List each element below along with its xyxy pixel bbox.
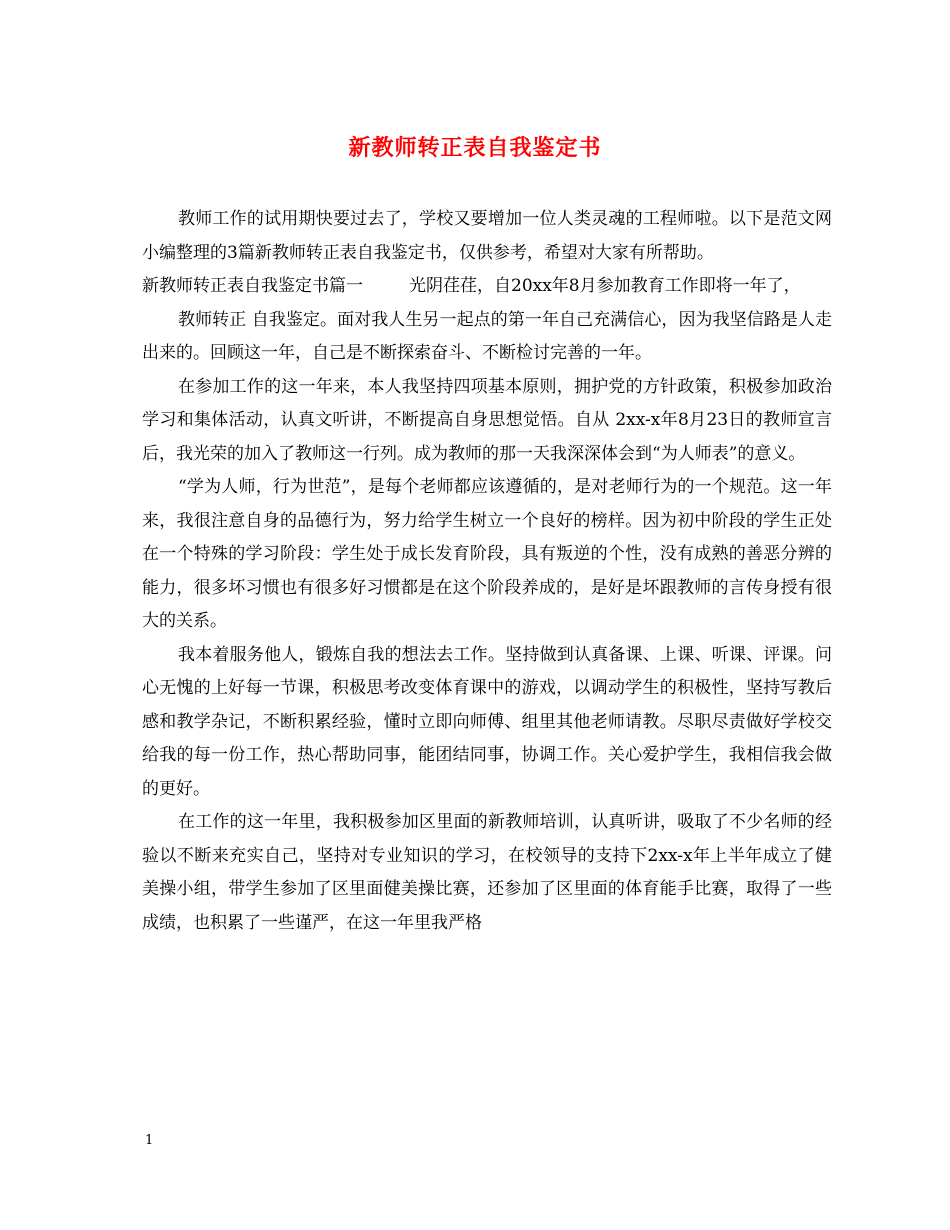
body-paragraph: 在参加工作的这一年来，本人我坚持四项基本原则，拥护党的方针政策，积极参加政治学习和集体活动，认真文听讲，不断提高自身思想觉悟。自从 2xx-x年8月23日的教师宣言后，我光荣的加入了教师这一行列。成为教师的那一天我深深体会到“为人师表”的意义。 bbox=[142, 376, 832, 464]
page-number: 1 bbox=[145, 1133, 154, 1148]
body-paragraph: 教师转正 自我鉴定。面对我人生另一起点的第一年自己充满信心，因为我坚信路是人走出来的。回顾这一年，自己是不断探索奋斗、不断检讨完善的一年。 bbox=[142, 309, 832, 363]
intro-paragraph: 教师工作的试用期快要过去了，学校又要增加一位人类灵魂的工程师啦。以下是范文网小编整理的3篇新教师转正表自我鉴定书，仅供参考，希望对大家有所帮助。 bbox=[142, 209, 832, 263]
body-paragraph: “学为人师，行为世范”，是每个老师都应该遵循的，是对老师行为的一个规范。这一年来，我很注意自身的品德行为，努力给学生树立一个良好的榜样。因为初中阶段的学生正处在一个特殊的学习阶段：学生处于成长发育阶段，具有叛逆的个性，没有成熟的善恶分辨的能力，很多坏习惯也有很多好习惯都是在这个阶段养成的，是好是坏跟教师的言传身授有很大的关系。 bbox=[142, 477, 832, 631]
section-line bbox=[142, 270, 832, 304]
body-paragraph: 在工作的这一年里，我积极参加区里面的新教师培训，认真听讲，吸取了不少名师的经验以不断来充实自己，坚持对专业知识的学习，在校领导的支持下2xx-x年上半年成立了健美操小组，带学生参加了区里面健美操比赛，还参加了区里面的体育能手比赛，取得了一些成绩，也积累了一些谨严，在这一年里我严格 bbox=[142, 812, 832, 933]
section-heading: 新教师转正表自我鉴定书篇一 bbox=[142, 276, 363, 296]
document-title: 新教师转正表自我鉴定书 bbox=[348, 135, 602, 161]
body-paragraph: 我本着服务他人，锻炼自我的想法去工作。坚持做到认真备课、上课、听课、评课。问心无愧的上好每一节课，积极思考改变体育课中的游戏，以调动学生的积极性，坚持写教后感和教学杂记，不断积累经验，懂时立即向师傅、组里其他老师请教。尽职尽责做好学校交给我的每一份工作，热心帮助同事，能团结同事，协调工作。关心爱护学生，我相信我会做的更好。 bbox=[142, 644, 832, 799]
document-body bbox=[142, 203, 832, 940]
section-line-text: 光阴荏荏，自20xx年8月参加教育工作即将一年了， bbox=[409, 276, 801, 296]
